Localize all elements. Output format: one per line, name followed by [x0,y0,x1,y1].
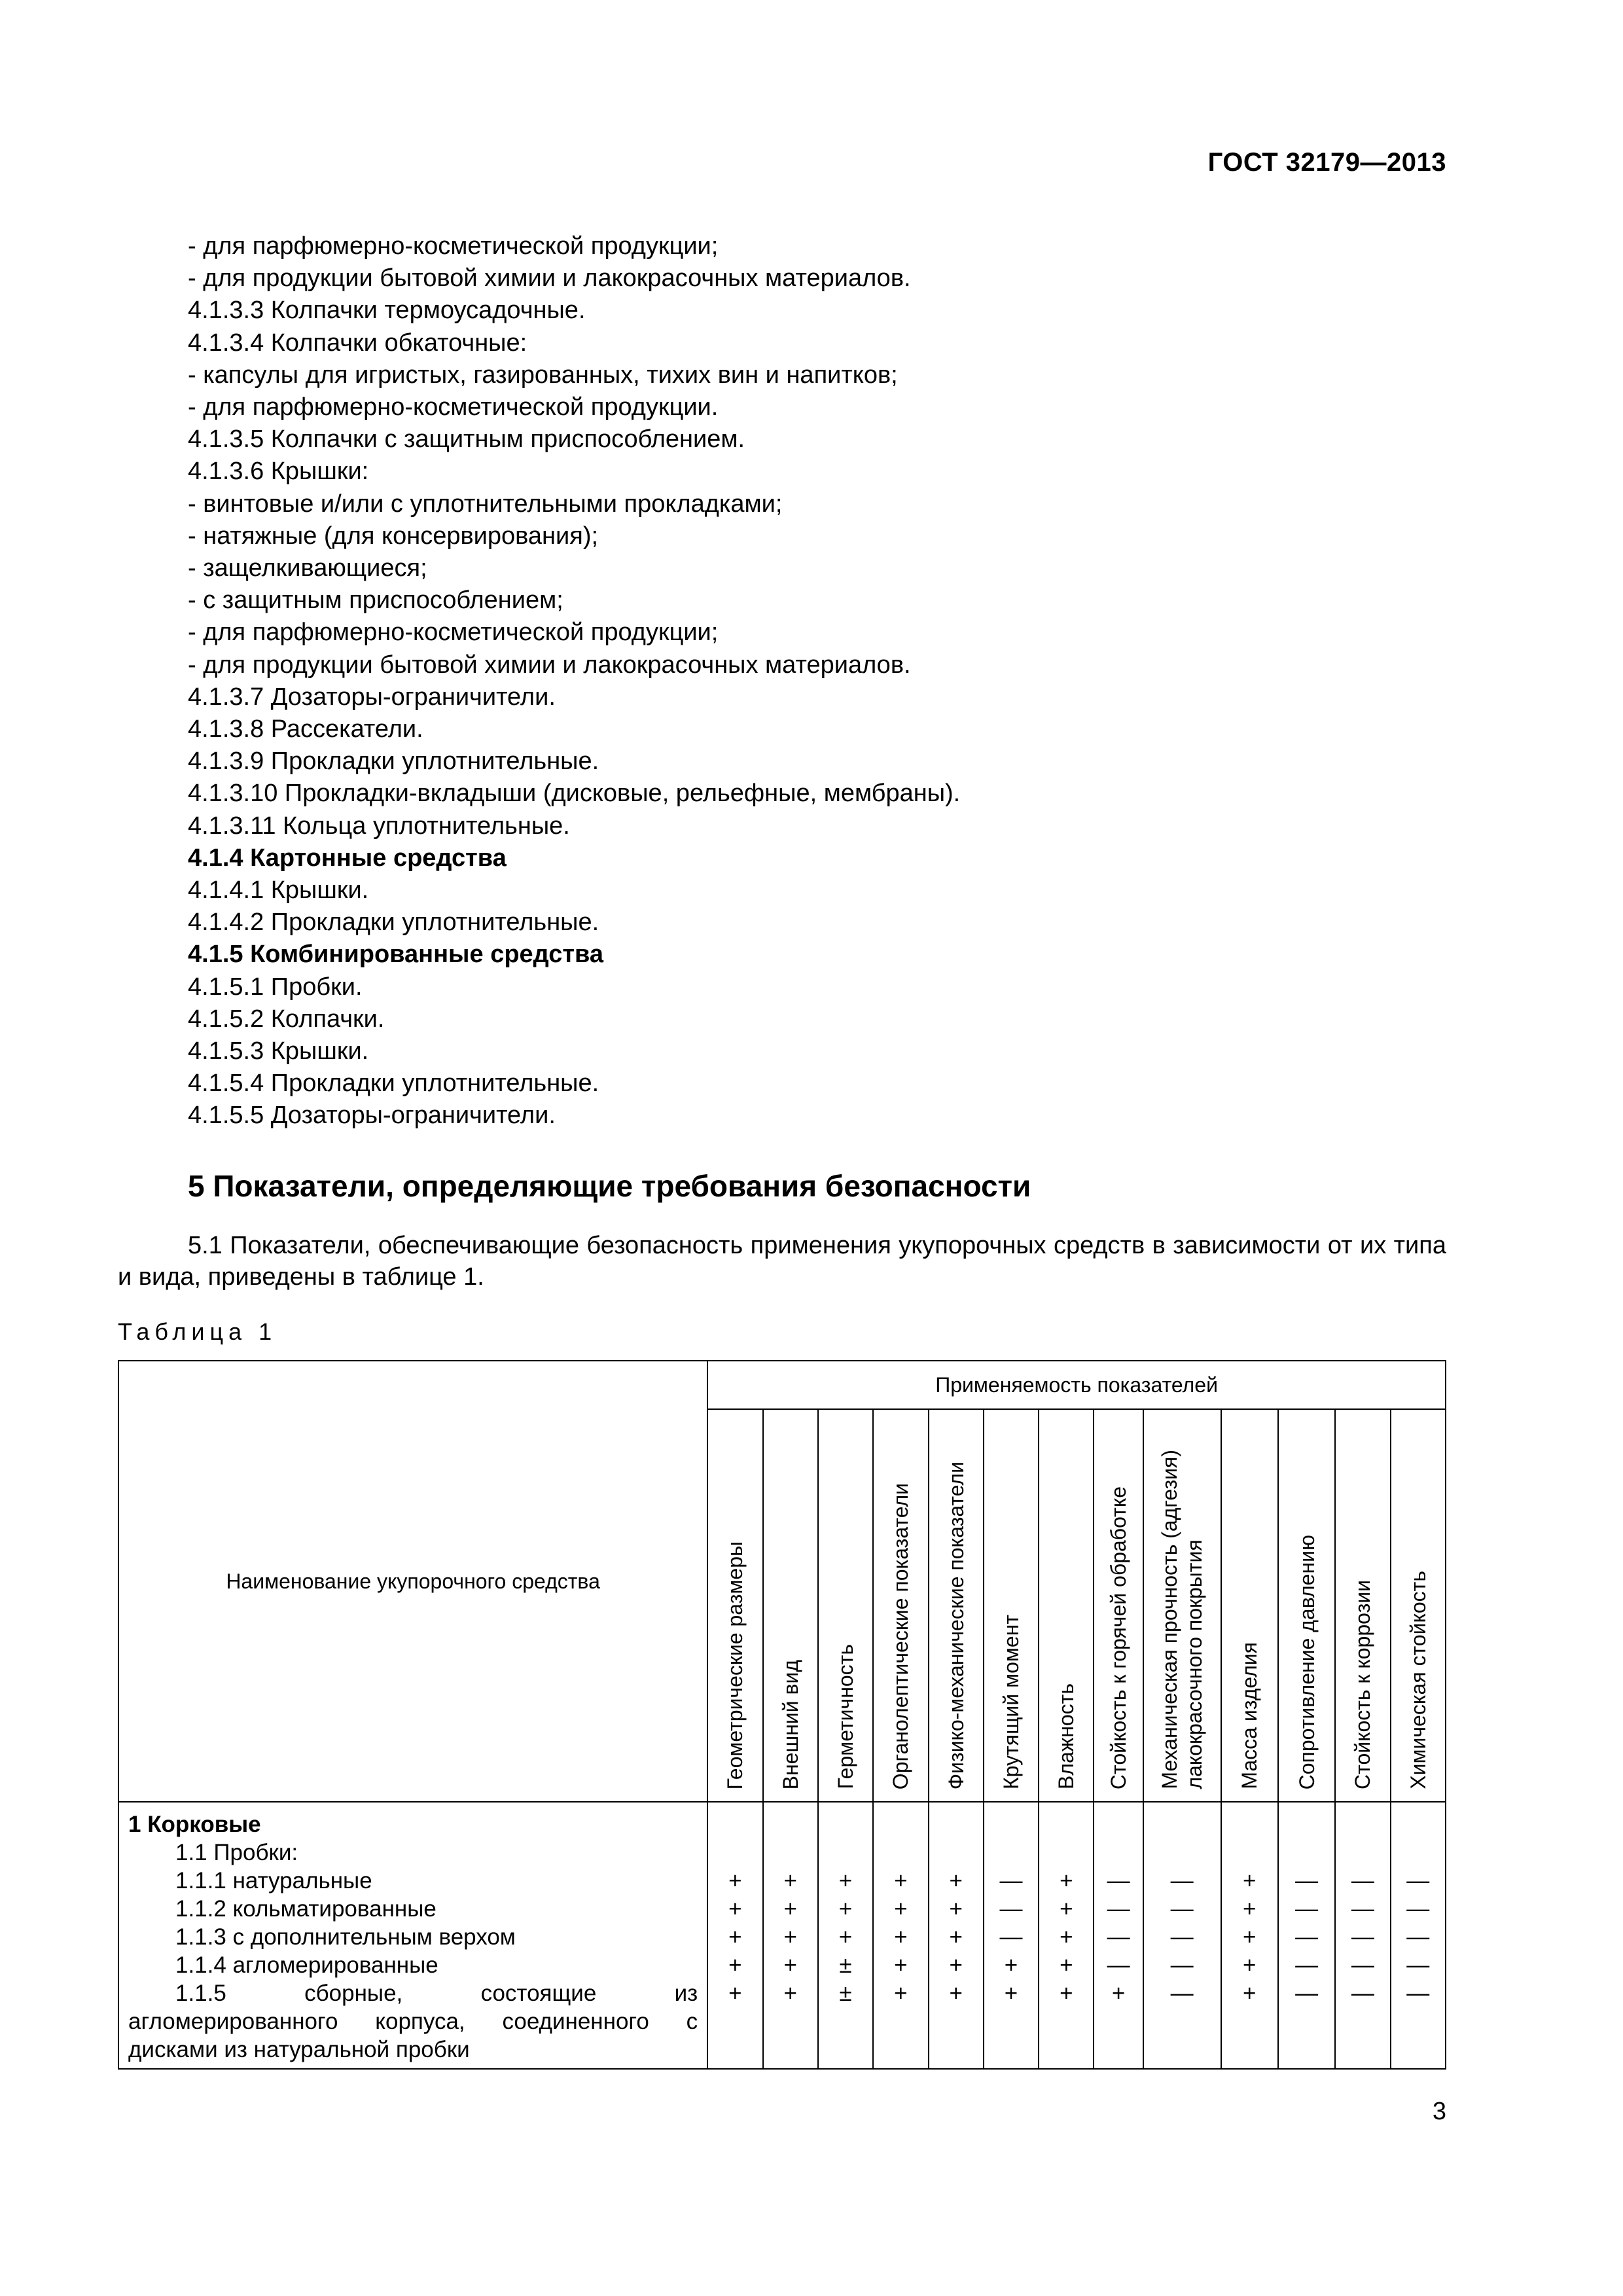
value-cell: + [1242,1924,1257,1950]
value-cell: + [728,1981,742,2006]
value-cell: + [1004,1952,1018,1978]
value-cell: + [894,1924,908,1950]
value-cell: — [1170,1924,1194,1950]
value-cell: — [999,1924,1023,1950]
column-header-label: Сопротивление давлению [1294,1534,1319,1789]
column-header [873,1409,928,1802]
list-item: - с защитным приспособлением; [188,586,563,615]
list-item: - для парфюмерно-косметической продукции. [188,393,719,422]
list-item: - для парфюмерно-косметической продукции; [188,232,719,260]
column-header-label: Органолептические показатели [889,1482,913,1789]
column-header [1221,1409,1278,1802]
value-cell: + [894,1896,908,1922]
column-header-label: Стойкость к горячей обработке [1107,1486,1131,1789]
value-column [1094,1802,1143,2069]
item-group-title: 1 Корковые [128,1812,261,1837]
value-cell: — [1295,1896,1319,1922]
value-cell: — [1406,1896,1430,1922]
value-cell: + [838,1924,853,1950]
list-item: 4.1.5.5 Дозаторы-ограничители. [188,1102,556,1130]
list-item: 4.1.5.3 Крышки. [188,1037,369,1066]
value-cell: — [1406,1981,1430,2006]
value-column [763,1802,818,2069]
value-cell: + [894,1952,908,1978]
subsection-heading: 4.1.4 Картонные средства [188,844,507,872]
value-cell: — [1295,1924,1319,1950]
value-cell: — [1351,1896,1374,1922]
list-item: - для парфюмерно-косметической продукции; [188,619,719,647]
list-item: 4.1.4.2 Прокладки уплотнительные. [188,908,599,937]
value-column [984,1802,1039,2069]
list-item: - винтовые и/или с уплотнительными прокладками; [188,490,783,518]
value-column [1143,1802,1221,2069]
value-cell: + [1060,1981,1073,2006]
value-cell: — [1170,1896,1194,1922]
list-item: - капсулы для игристых, газированных, тихих вин и напитков; [188,361,898,389]
value-cell: ± [839,1952,852,1978]
value-cell: + [1060,1868,1073,1893]
column-header [818,1409,873,1802]
value-cell: + [783,1924,797,1950]
value-cell: — [1295,1981,1319,2006]
value-cell: + [728,1952,742,1978]
list-item: - для продукции бытовой химии и лакокрасочных материалов. [188,651,911,679]
value-cell: + [949,1868,963,1893]
column-header [984,1409,1039,1802]
column-header-label: Механическая прочность (адгезия) лакокрасочного покрытия [1158,1450,1207,1789]
list-item: 4.1.5.1 Пробки. [188,973,363,1001]
value-column [1278,1802,1335,2069]
value-column [707,1802,762,2069]
document-header: ГОСТ 32179—2013 [1207,148,1446,177]
item-names-cell [118,1802,707,2069]
value-column [873,1802,928,2069]
value-cell: + [838,1868,853,1893]
value-cell: — [1107,1868,1130,1893]
value-column [1335,1802,1390,2069]
applicability-table [118,1360,1446,2070]
value-cell: — [999,1896,1023,1922]
value-cell: ± [839,1981,852,2006]
value-cell: + [949,1924,963,1950]
list-item: 4.1.3.3 Колпачки термоусадочные. [188,296,586,325]
column-header [1039,1409,1094,1802]
value-cell: + [1004,1981,1018,2006]
list-item: 4.1.3.8 Рассекатели. [188,715,423,744]
value-cell: — [1170,1981,1194,2006]
table-caption: Таблица 1 [118,1318,277,1345]
column-header-label: Влажность [1054,1683,1079,1789]
value-cell: + [1111,1981,1126,2006]
item-name: 1.1.3 с дополнительным верхом [175,1924,516,1950]
item-name: 1.1.4 агломерированные [175,1952,438,1978]
value-column [1391,1802,1446,2069]
column-header-label: Химическая стойкость [1406,1571,1430,1789]
value-cell: — [1107,1924,1130,1950]
value-cell: + [1242,1981,1257,2006]
list-item: - для продукции бытовой химии и лакокрасочных материалов. [188,264,911,293]
column-header [929,1409,984,1802]
column-header-label: Физико-механические показатели [944,1461,968,1789]
value-cell: — [1351,1924,1374,1950]
value-cell: — [1406,1952,1430,1978]
list-item: 4.1.4.1 Крышки. [188,876,369,905]
value-cell: + [949,1981,963,2006]
column-header-label: Герметичность [834,1644,857,1789]
value-cell: — [1170,1868,1194,1893]
column-header [763,1409,818,1802]
value-cell: — [1351,1868,1374,1893]
column-header [1094,1409,1143,1802]
section-title: 5 Показатели, определяющие требования безопасности [188,1169,1031,1203]
column-header [1143,1409,1221,1802]
value-cell: + [1242,1896,1257,1922]
list-item: - натяжные (для консервирования); [188,522,599,550]
value-cell: + [1242,1952,1257,1978]
item-name: 1.1.1 натуральные [175,1868,372,1893]
clause-list [188,230,960,1132]
column-header-label: Внешний вид [778,1659,802,1789]
value-cell: — [1406,1868,1430,1893]
value-cell: — [1107,1896,1130,1922]
value-cell: + [728,1924,742,1950]
value-cell: + [1060,1924,1073,1950]
value-cell: + [783,1896,797,1922]
page-number: 3 [1432,2098,1446,2125]
subsection-heading: 4.1.5 Комбинированные средства [188,941,604,969]
value-cell: — [1170,1952,1194,1978]
list-item: 4.1.3.9 Прокладки уплотнительные. [188,747,599,776]
value-cell: + [783,1981,797,2006]
item-name: 1.1.5 сборные, состоящие из агломерированного корпуса, соединенного с дисками из натуральной пробки [128,1981,698,2062]
column-header-label: Геометрические размеры [723,1541,747,1789]
value-cell: — [1351,1952,1374,1978]
value-cell: + [728,1868,742,1893]
value-cell: + [949,1896,963,1922]
list-item: 4.1.5.2 Колпачки. [188,1005,385,1033]
value-cell: + [894,1981,908,2006]
list-item: 4.1.5.4 Прокладки уплотнительные. [188,1069,599,1098]
value-column [1039,1802,1094,2069]
value-cell: + [783,1952,797,1978]
value-cell: — [1295,1868,1319,1893]
list-item: 4.1.3.6 Крышки: [188,457,369,486]
column-header [1335,1409,1390,1802]
value-cell: — [1351,1981,1374,2006]
applicability-group-header: Применяемость показателей [707,1361,1446,1409]
value-cell: + [1242,1868,1257,1893]
list-item: 4.1.3.11 Кольца уплотнительные. [188,812,570,840]
value-column [818,1802,873,2069]
value-cell: + [1060,1952,1073,1978]
value-cell: + [1060,1896,1073,1922]
column-header-label: Крутящий момент [999,1615,1023,1789]
list-item: - защелкивающиеся; [188,554,427,583]
column-header-label: Масса изделия [1238,1642,1262,1789]
value-cell: — [1295,1952,1319,1978]
list-item: 4.1.3.5 Колпачки с защитным приспособлением. [188,425,745,454]
list-item: 4.1.3.10 Прокладки-вкладыши (дисковые, рельефные, мембраны). [188,780,961,808]
item-name: 1.1 Пробки: [175,1840,298,1865]
section-paragraph: 5.1 Показатели, обеспечивающие безопасность применения укупорочных средств в зависимости от их типа и вида, приведены в таблице 1. [118,1232,1446,1291]
column-header-label: Стойкость к коррозии [1351,1580,1375,1789]
column-header [707,1409,762,1802]
value-cell: — [999,1868,1023,1893]
column-header [1278,1409,1335,1802]
value-cell: + [838,1896,853,1922]
name-column-header: Наименование укупорочного средства [118,1361,707,1802]
value-cell: + [949,1952,963,1978]
column-header [1391,1409,1446,1802]
list-item: 4.1.3.7 Дозаторы-ограничители. [188,683,556,711]
value-cell: — [1107,1952,1130,1978]
value-cell: + [728,1896,742,1922]
value-cell: + [894,1868,908,1893]
value-column [1221,1802,1278,2069]
list-item: 4.1.3.4 Колпачки обкаточные: [188,329,527,357]
value-column [929,1802,984,2069]
item-name: 1.1.2 кольматированные [175,1896,437,1922]
value-cell: — [1406,1924,1430,1950]
value-cell: + [783,1868,797,1893]
